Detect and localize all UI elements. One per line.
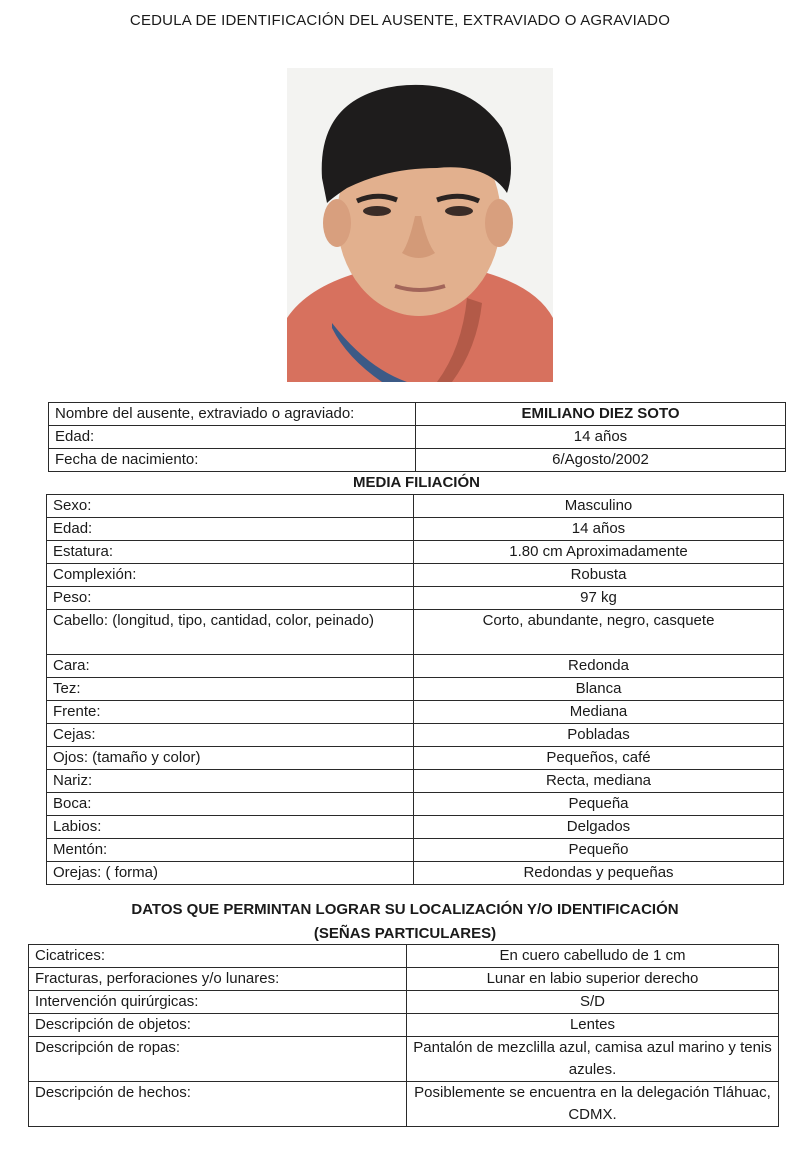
table-row — [47, 747, 784, 770]
field-label: Edad: — [47, 518, 414, 541]
table-row — [29, 1014, 779, 1037]
table-row — [29, 1082, 779, 1127]
table-row — [47, 793, 784, 816]
field-value: Robusta — [414, 564, 784, 587]
field-label: Cabello: (longitud, tipo, cantidad, color, peinado) — [47, 610, 414, 655]
table-row — [47, 564, 784, 587]
field-value: Blanca — [414, 678, 784, 701]
field-label: Nariz: — [47, 770, 414, 793]
field-value: Delgados — [414, 816, 784, 839]
field-label: Edad: — [49, 426, 416, 449]
table-row — [49, 403, 786, 426]
field-label: Mentón: — [47, 839, 414, 862]
field-value: Redonda — [414, 655, 784, 678]
field-label: Orejas: ( forma) — [47, 862, 414, 885]
field-value: Pequeño — [414, 839, 784, 862]
field-value: 1.80 cm Aproximadamente — [414, 541, 784, 564]
section-heading-line: (SEÑAS PARTICULARES) — [313, 925, 497, 942]
table-row — [47, 655, 784, 678]
table-row — [47, 862, 784, 885]
table-row — [47, 587, 784, 610]
table-row — [47, 678, 784, 701]
field-value: Redondas y pequeñas — [414, 862, 784, 885]
table-row — [47, 816, 784, 839]
field-value: Pequeños, café — [414, 747, 784, 770]
table-row — [47, 724, 784, 747]
section-heading-media-filiacion: MEDIA FILIACIÓN — [353, 474, 480, 491]
field-value: Recta, mediana — [414, 770, 784, 793]
field-value: 6/Agosto/2002 — [416, 449, 786, 472]
field-value: Posiblemente se encuentra en la delegación Tláhuac, CDMX. — [407, 1082, 779, 1127]
field-label: Sexo: — [47, 495, 414, 518]
field-label: Estatura: — [47, 541, 414, 564]
field-value: 14 años — [416, 426, 786, 449]
section-heading-line: DATOS QUE PERMINTAN LOGRAR SU LOCALIZACIÓN Y/O IDENTIFICACIÓN — [131, 901, 679, 918]
field-label: Descripción de hechos: — [29, 1082, 407, 1127]
field-value: Pantalón de mezclilla azul, camisa azul marino y tenis azules. — [407, 1037, 779, 1082]
field-label: Labios: — [47, 816, 414, 839]
field-value: En cuero cabelludo de 1 cm — [407, 945, 779, 968]
field-value: Corto, abundante, negro, casquete — [414, 610, 784, 655]
field-label: Peso: — [47, 587, 414, 610]
media-filiacion-table — [46, 494, 784, 885]
field-value: Masculino — [414, 495, 784, 518]
field-label: Ojos: (tamaño y color) — [47, 747, 414, 770]
field-label: Cicatrices: — [29, 945, 407, 968]
table-row — [47, 541, 784, 564]
field-value-name: EMILIANO DIEZ SOTO — [416, 403, 786, 426]
field-value: Pobladas — [414, 724, 784, 747]
field-label: Frente: — [47, 701, 414, 724]
field-value: S/D — [407, 991, 779, 1014]
table-row — [47, 610, 784, 655]
table-row — [47, 518, 784, 541]
table-row — [29, 945, 779, 968]
field-label: Intervención quirúrgicas: — [29, 991, 407, 1014]
field-label: Descripción de ropas: — [29, 1037, 407, 1082]
field-label: Cejas: — [47, 724, 414, 747]
field-value: Mediana — [414, 701, 784, 724]
field-value: Lunar en labio superior derecho — [407, 968, 779, 991]
field-value: Lentes — [407, 1014, 779, 1037]
document-title: CEDULA DE IDENTIFICACIÓN DEL AUSENTE, EXTRAVIADO O AGRAVIADO — [129, 12, 671, 29]
field-label: Fracturas, perforaciones y/o lunares: — [29, 968, 407, 991]
section-heading-senas — [30, 898, 780, 946]
table-row — [47, 701, 784, 724]
field-label: Complexión: — [47, 564, 414, 587]
field-label: Cara: — [47, 655, 414, 678]
field-label: Fecha de nacimiento: — [49, 449, 416, 472]
field-label: Boca: — [47, 793, 414, 816]
field-value: 14 años — [414, 518, 784, 541]
person-portrait-photo — [287, 68, 553, 382]
table-row — [47, 839, 784, 862]
field-label: Tez: — [47, 678, 414, 701]
table-row — [47, 770, 784, 793]
field-value: 97 kg — [414, 587, 784, 610]
table-row — [29, 1037, 779, 1082]
table-row — [29, 968, 779, 991]
field-label: Nombre del ausente, extraviado o agraviado: — [49, 403, 416, 426]
table-row — [49, 449, 786, 472]
table-row — [29, 991, 779, 1014]
table-row — [47, 495, 784, 518]
senas-particulares-table — [28, 944, 779, 1127]
table-row — [49, 426, 786, 449]
field-label: Descripción de objetos: — [29, 1014, 407, 1037]
identity-table — [48, 402, 786, 472]
field-value: Pequeña — [414, 793, 784, 816]
